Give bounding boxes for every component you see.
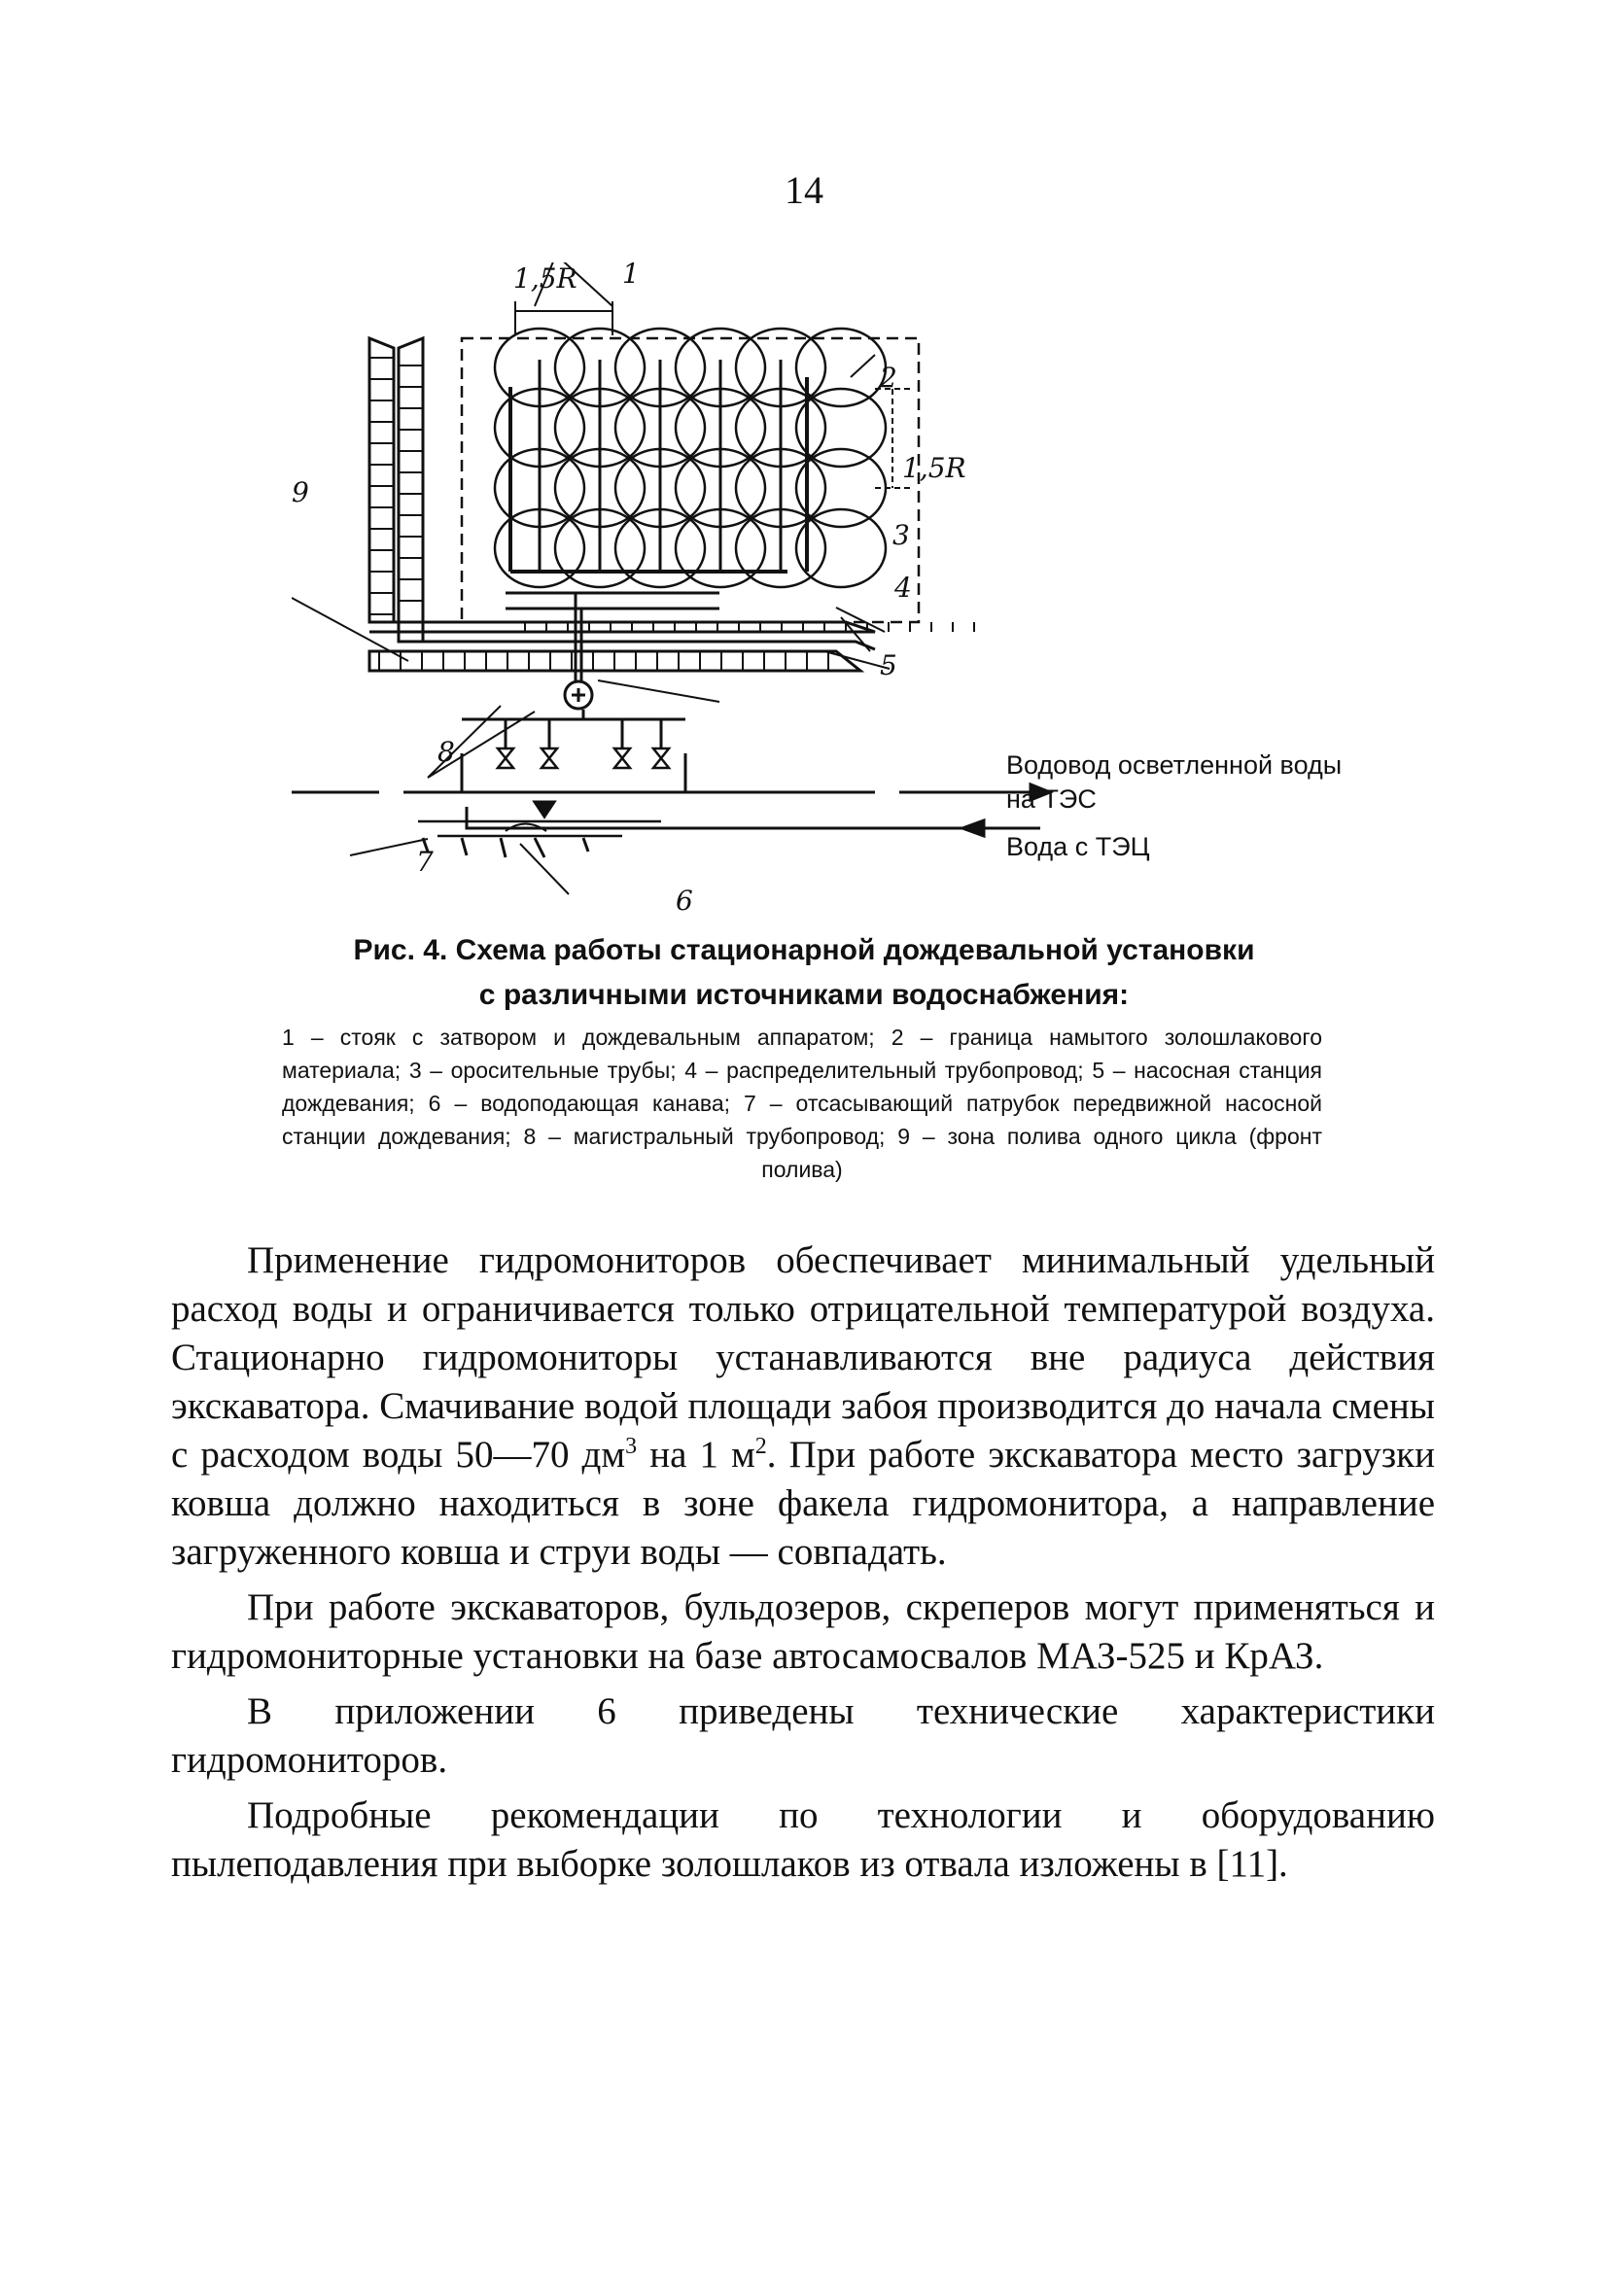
label-2: 2 <box>880 362 897 394</box>
label-5: 5 <box>880 649 897 681</box>
caption-title-line-2: с различными источниками водоснабжения: <box>478 979 1130 1011</box>
sprinkler-circle <box>796 329 886 406</box>
sprinkler-circle <box>796 509 886 587</box>
caption-title-line-1: Рис. 4. Схема работы стационарной дождевальной установки <box>353 934 1255 966</box>
paragraph-1-part-a: Применение гидромониторов обеспечивает минимальный удельный расход воды и ограничивается только отрицательной температурой воздуха. Стационарно гидромониторы устанавливаются вне радиуса действия экскаватора. Смачивание водой площади забоя производится до начала смены с расходом воды 50—70 дм <box>171 1239 1435 1476</box>
label-9: 9 <box>292 476 309 508</box>
paragraph-1-part-b: на 1 м <box>637 1434 755 1476</box>
zone-boundary <box>462 338 919 622</box>
paragraph-4: Подробные рекомендации по технологии и оборудованию пылеподавления при выборке золошлаков из отвала изложены в [11]. <box>171 1794 1435 1885</box>
figure-caption <box>253 928 1355 1018</box>
paragraph-3: В приложении 6 приведены технические характеристики гидромониторов. <box>171 1690 1435 1781</box>
sprinkler-circle <box>796 449 886 527</box>
caption-legend: 1 – стояк с затвором и дождевальным аппаратом; 2 – граница намытого золошлакового материала; 3 – оросительные трубы; 4 – распределительный трубопровод; 5 – насосная станция дождевания; 6 – водоподающая канава; 7 – отсасывающий патрубок передвижной насосной станции дождевания; 8 – магистральный трубопровод; 9 – зона полива одного цикла (фронт полива) <box>282 1025 1322 1182</box>
valve <box>542 748 557 768</box>
water-out-label-2: на ТЭС <box>1006 784 1097 814</box>
paragraph-1-part-c: . При работе экскаватора место загрузки ковша должно находиться в зоне факела гидромонитора, а направление загруженного ковша и струи воды — совпадать. <box>171 1434 1436 1573</box>
dimension-label-top: 1,5R <box>513 262 577 295</box>
label-7: 7 <box>416 846 434 878</box>
body-text <box>171 1236 1435 1896</box>
paragraph-2: При работе экскаваторов, бульдозеров, скреперов могут применяться и гидромониторные установки на базе автосамосвалов МАЗ-525 и КрАЗ. <box>171 1586 1435 1677</box>
valve <box>614 748 630 768</box>
valve <box>653 748 669 768</box>
valve <box>498 748 513 768</box>
page-number: 14 <box>785 168 823 212</box>
water-in-label: Вода с ТЭЦ <box>1006 832 1150 861</box>
superscript-2: 2 <box>754 1434 767 1459</box>
label-8: 8 <box>437 736 455 768</box>
valves <box>498 748 669 768</box>
dimension-label-right: 1,5R <box>902 452 966 484</box>
distribution-pipe <box>510 387 787 572</box>
label-1: 1 <box>622 258 640 290</box>
sprinkler-circle <box>796 389 886 467</box>
embankment-outer-left <box>369 338 394 622</box>
sprinkler-scheme-figure <box>292 258 1361 933</box>
water-out-label: Водовод осветленной воды <box>1006 750 1343 780</box>
label-6: 6 <box>676 885 693 917</box>
paragraph-1 <box>171 1236 1435 1577</box>
superscript-3: 3 <box>625 1434 638 1459</box>
label-3: 3 <box>892 519 910 551</box>
sprinkler-circles <box>495 329 886 587</box>
label-4: 4 <box>894 572 912 604</box>
scheme-drawing <box>292 262 1361 933</box>
